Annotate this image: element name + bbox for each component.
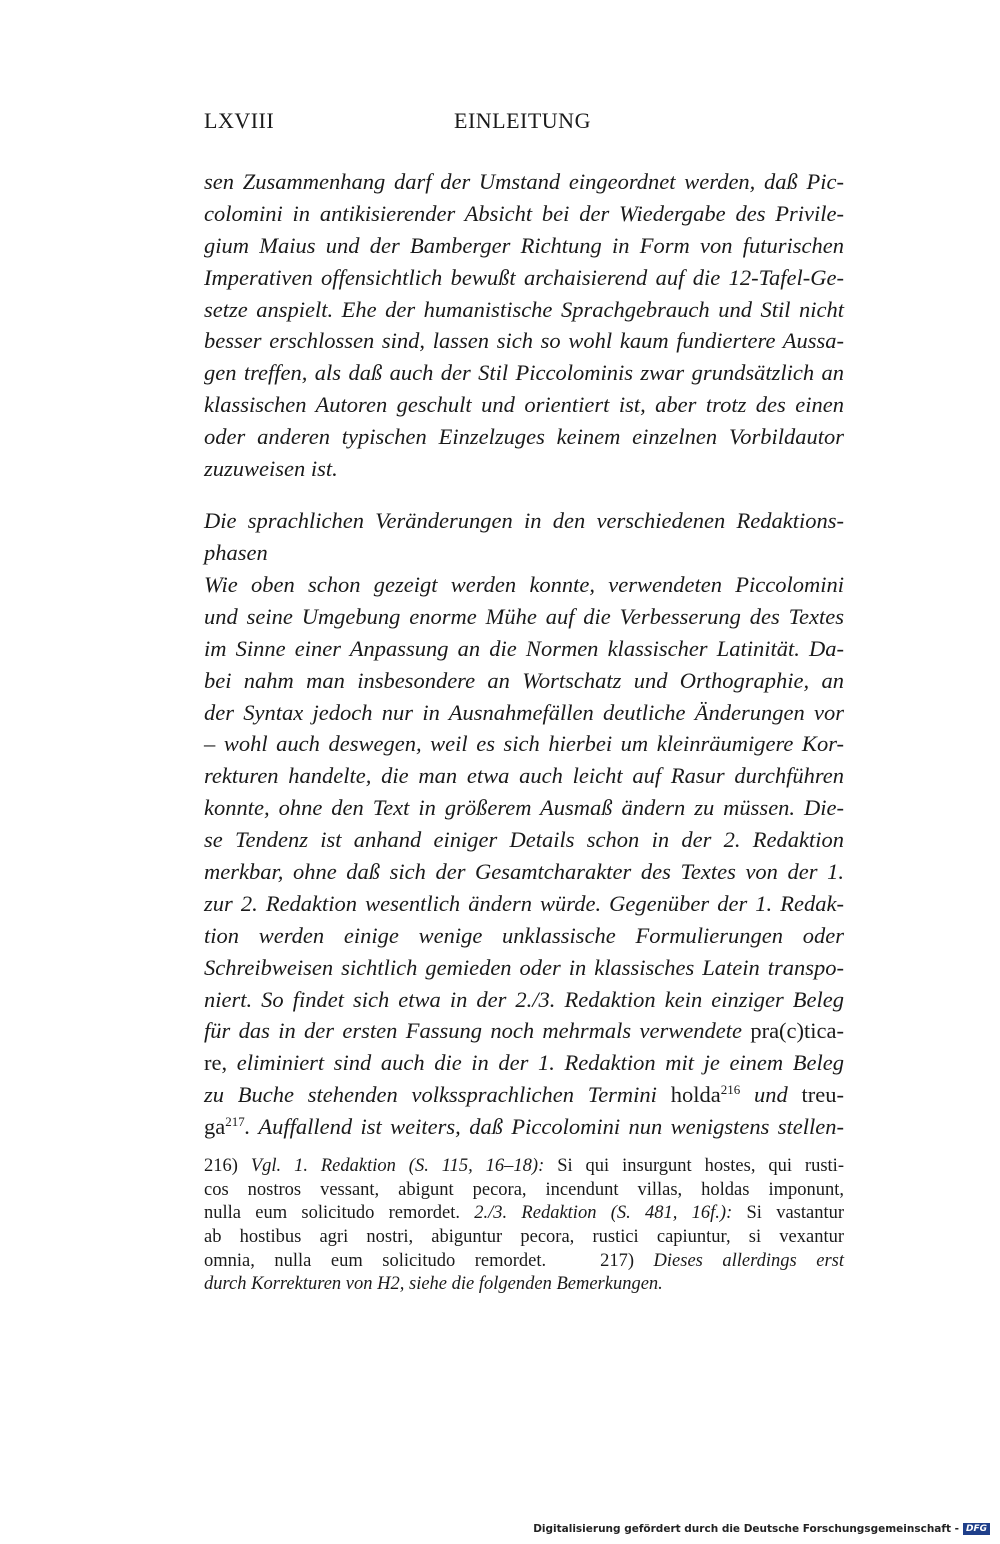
text-line: niert. So findet sich etwa in der 2./3. Redaktion kein einziger Beleg (204, 986, 844, 1012)
digitization-credit (533, 1523, 990, 1535)
text-line: se Tendenz ist anhand einiger Details schon in der 2. Redaktion (204, 827, 844, 853)
text-line: konnte, ohne den Text in größerem Ausmaß ändern zu müssen. Die- (204, 795, 844, 821)
text-line (204, 1047, 844, 1079)
text-line: zur 2. Redaktion wesentlich ändern würde. Gegenüber der 1. Redak- (204, 890, 844, 916)
footnotes (204, 1155, 844, 1297)
text-line (204, 1111, 844, 1143)
running-title: EINLEITUNG (454, 108, 591, 133)
footnote-quote: Si vastantur (732, 1203, 845, 1224)
footnote-citation: 2./3. Redaktion (S. 481, 16f.): (474, 1203, 733, 1224)
latin-term: re, (204, 1050, 228, 1076)
latin-term: pra(c)tica- (750, 1018, 844, 1044)
text-line: gen treffen, als daß auch der Stil Piccolominis zwar grundsätzlich an (204, 360, 844, 386)
heading-line: phasen (204, 539, 268, 565)
footnote-number-217: 217) (600, 1250, 654, 1271)
footnote-line: durch Korrekturen von H2, siehe die folgenden Bemerkungen. (204, 1274, 663, 1295)
text-line (204, 1079, 844, 1111)
text-line: rekturen handelte, die man etwa auch leicht auf Rasur durchführen (204, 763, 844, 789)
text-line: setze anspielt. Ehe der humanistische Sprachgebrauch und Stil nicht (204, 296, 844, 322)
text-fragment: . Auffallend ist weiters, daß Piccolomini nun wenigstens stellen- (244, 1114, 844, 1140)
text-line: zuzuweisen ist. (204, 456, 338, 482)
heading-line: Die sprachlichen Veränderungen in den verschiedenen Redaktions- (204, 508, 844, 533)
text-line: – wohl auch deswegen, weil es sich hierbei um kleinräumigere Kor- (204, 731, 844, 757)
section-heading (204, 505, 844, 569)
text-line: der Syntax jedoch nur in Ausnahmefällen deutliche Änderungen vor (204, 699, 844, 725)
latin-term: holda (670, 1082, 721, 1108)
text-line: bei nahm man insbesondere an Wortschatz und Orthographie, an (204, 667, 844, 693)
text-fragment: für das in der ersten Fassung noch mehrmals verwendete (204, 1018, 751, 1044)
text-line: Imperativen offensichtlich bewußt archaisierend auf die 12-Tafel-Ge- (204, 264, 844, 290)
footnote-quote: nulla eum solicitudo remordet. (204, 1203, 475, 1224)
text-fragment: und (740, 1082, 802, 1108)
text-fragment: zu Buche stehenden volkssprachlichen Termini (204, 1082, 671, 1108)
dfg-logo-icon: DFG (963, 1523, 990, 1535)
text-line: Schreibweisen sichtlich gemieden oder in klassisches Latein transpo- (204, 954, 844, 980)
footnote-ref-217[interactable]: 217 (225, 1114, 245, 1130)
text-line: im Sinne einer Anpassung an die Normen klassischer Latinität. Da- (204, 635, 844, 661)
footnote-line (204, 1202, 844, 1226)
text-line: klassischen Autoren geschult und orientiert ist, aber trotz des einen (204, 392, 844, 418)
footnote-line (204, 1155, 844, 1179)
text-line: und seine Umgebung enorme Mühe auf die Verbesserung des Textes (204, 603, 844, 629)
page-number: LXVIII (204, 108, 275, 133)
paragraph-2 (204, 569, 844, 1143)
footnote-line (204, 1250, 844, 1274)
footnote-quote: omnia, nulla eum solicitudo remordet. (204, 1250, 547, 1271)
text-line: besser erschlossen sind, lassen sich so wohl kaum fundiertere Aussa- (204, 328, 844, 354)
latin-term: treu- (801, 1082, 845, 1108)
text-line: oder anderen typischen Einzelzuges keinem einzelnen Vorbildautor (204, 424, 844, 450)
text-line: sen Zusammenhang darf der Umstand eingeordnet werden, daß Pic- (204, 169, 844, 194)
text-line: Wie oben schon gezeigt werden konnte, verwendeten Piccolomini (204, 572, 844, 597)
paragraph-1 (204, 166, 844, 485)
footnote-text: Dieses allerdings erst (653, 1250, 844, 1271)
text-line: gium Maius und der Bamberger Richtung in Form von futurischen (204, 232, 844, 258)
footnote-line: ab hostibus agri nostri, abiguntur pecora, rustici capiuntur, si vexantur (204, 1227, 844, 1248)
text-fragment: eliminiert sind auch die in der 1. Redaktion mit je einem Beleg (227, 1050, 844, 1076)
footnote-number-216: 216) (204, 1156, 251, 1176)
credit-text: Digitalisierung gefördert durch die Deutsche Forschungsgemeinschaft - (533, 1523, 959, 1535)
footnote-quote: Si qui insurgunt hostes, qui rusti- (544, 1156, 844, 1176)
text-line: merkbar, ohne daß sich der Gesamtcharakter des Textes von der 1. (204, 859, 844, 885)
text-line: colomini in antikisierender Absicht bei der Wiedergabe des Privile- (204, 200, 844, 226)
footnote-citation: Vgl. 1. Redaktion (S. 115, 16–18): (250, 1156, 545, 1176)
page-header (204, 108, 844, 138)
latin-term: ga (204, 1114, 226, 1140)
footnote-ref-216[interactable]: 216 (720, 1082, 741, 1098)
text-line (204, 1015, 844, 1047)
footnote-line: cos nostros vessant, abigunt pecora, incendunt villas, holdas imponunt, (204, 1179, 844, 1200)
text-line: tion werden einige wenige unklassische Formulierungen oder (204, 922, 844, 948)
